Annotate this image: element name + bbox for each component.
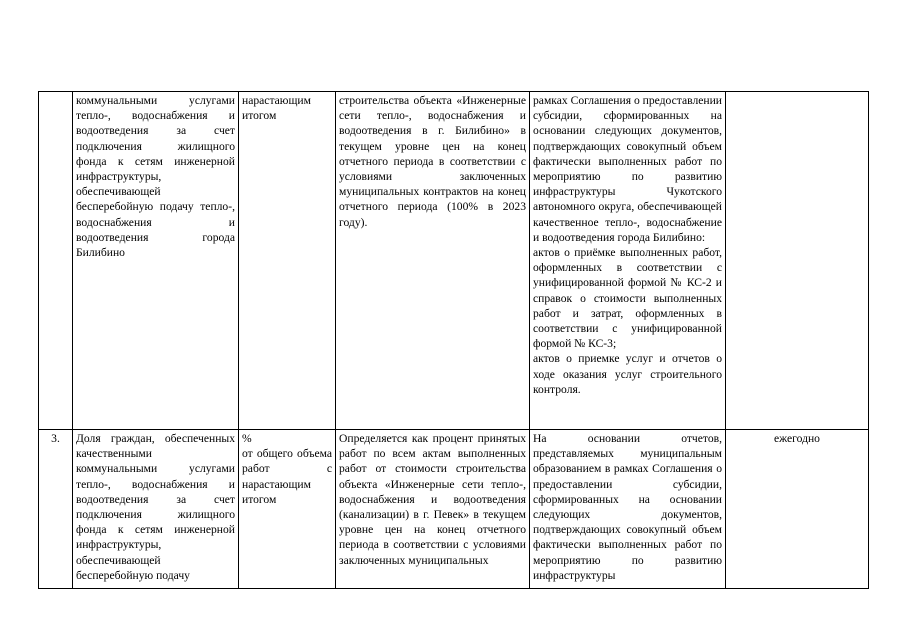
periodicity-cell: ежегодно [726, 430, 869, 589]
data-source-cell [530, 92, 726, 430]
source-paragraph: На основании отчетов, представляемых муниципальным образованием в рамках Соглашения о предоставлении субсидии, сформированных на основании следующих документов, подтверждающих совокупный объем фактически выполненных работ по мероприятию по развитию инфраструктуры [533, 432, 722, 582]
row-number-cell: 3. [39, 430, 73, 589]
indicator-name-cell: коммунальными услугами тепло-, водоснабжения и водоотведения за счет подключения жилищного фонда к сетям инженерной инфраструктуры, обеспечивающей бесперебойную подачу тепло-, водоснабжения и водоотведения города Билибино [73, 92, 239, 430]
table-row [39, 430, 869, 589]
table-row [39, 92, 869, 430]
calculation-method-cell: Определяется как процент принятых работ по всем актам выполненных работ от стоимости строительства объекта «Инженерные сети тепло-, водоснабжения и водоотведения (канализации) в г. Певек» в текущем уровне цен на конец отчетного периода в соответствии с условиями заключенных муниципальных [336, 430, 530, 589]
unit-symbol: % [242, 432, 252, 445]
row-number-cell [39, 92, 73, 430]
source-paragraph: рамках Соглашения о предоставлении субсидии, сформированных на основании следующих документов, подтверждающих совокупный объем фактически выполненных работ по мероприятию по развитию инфраструктуры Чукотского автономного округа, обеспечивающей качественное тепло-, водоснабжение и водоотведения города Билибино: [533, 94, 722, 244]
unit-cell [239, 430, 336, 589]
data-source-cell [530, 430, 726, 589]
unit-description: от общего объема работ с нарастающим итогом [242, 447, 332, 506]
calculation-method-cell: строительства объекта «Инженерные сети тепло-, водоснабжения и водоотведения в г. Билибино» в текущем уровне цен на конец отчетного периода в соответствии с условиями заключенных муниципальных контрактов на конец отчетного периода (100% в 2023 году). [336, 92, 530, 430]
unit-cell: нарастающим итогом [239, 92, 336, 430]
indicators-table [38, 91, 869, 589]
source-paragraph: актов о приемке услуг и отчетов о ходе оказания услуг строительного контроля. [533, 352, 722, 396]
source-paragraph: актов о приёмке выполненных работ, оформленных в соответствии с унифицированной формой № КС-2 и справок о стоимости выполненных работ и затрат, оформленных в соответствии с унифицированной формой № КС-3; [533, 246, 722, 351]
periodicity-cell [726, 92, 869, 430]
indicator-name-cell: Доля граждан, обеспеченных качественными коммунальными услугами тепло-, водоснабжения и водоотведения за счет подключения жилищного фонда к сетям инженерной инфраструктуры, обеспечивающей бесперебойную подачу [73, 430, 239, 589]
